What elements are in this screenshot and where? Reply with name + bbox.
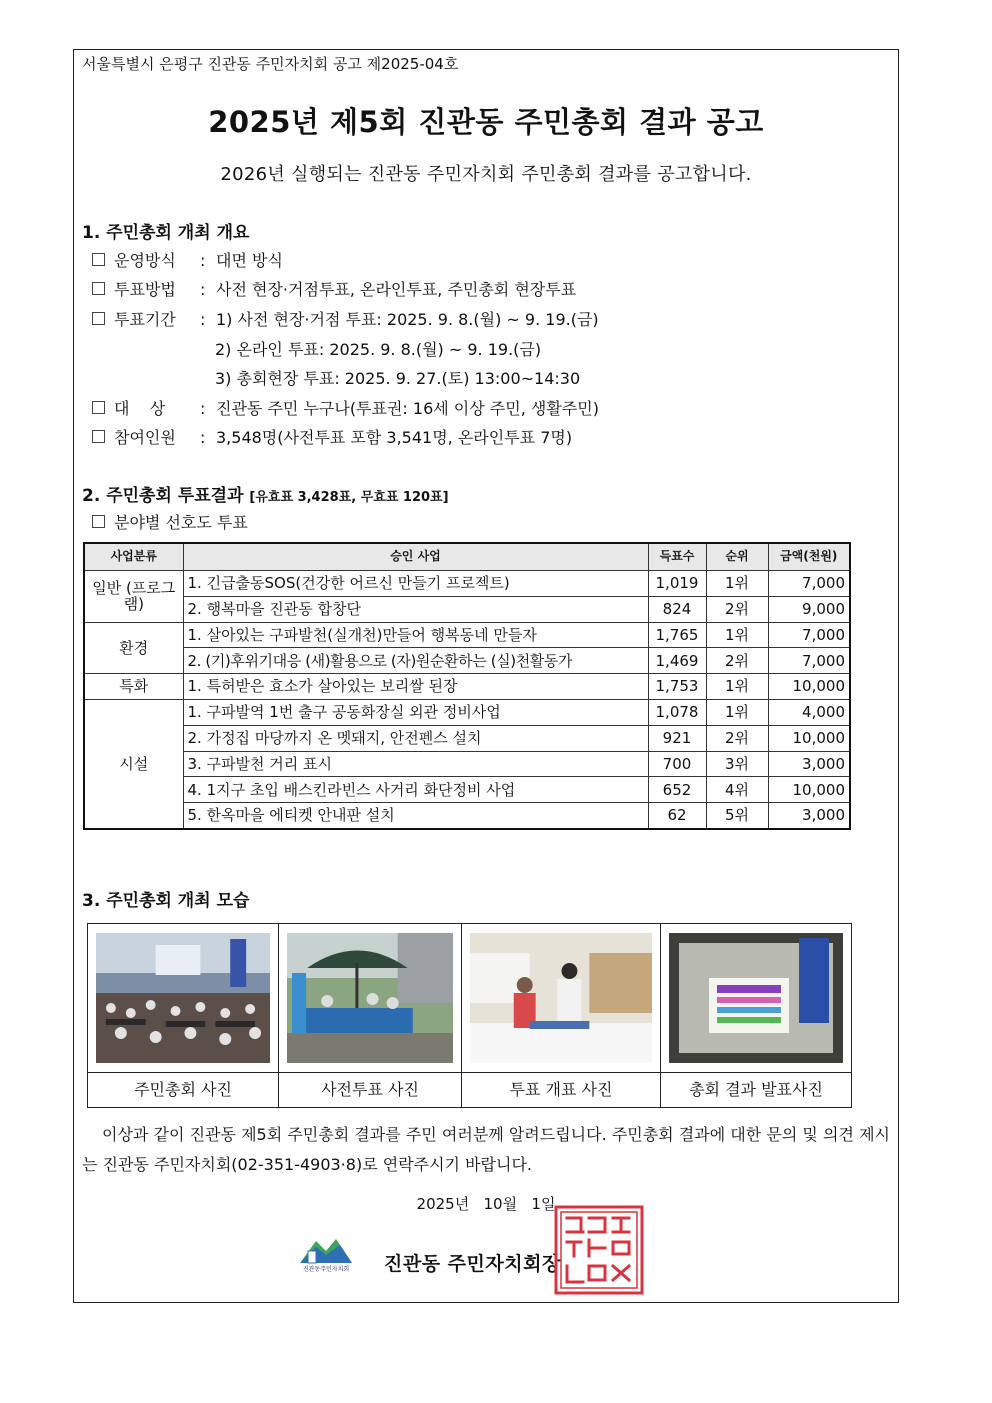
project-name: 1. 구파발역 1번 출구 공동화장실 외관 정비사업 <box>183 699 648 725</box>
project-name: 1. 긴급출동SOS(건강한 어르신 만들기 프로젝트) <box>183 571 648 597</box>
category-environment: 환경 <box>84 622 183 674</box>
vote-count: 700 <box>648 751 706 777</box>
category-facilities: 시설 <box>84 699 183 828</box>
logo-text: 진관동주민자치회 <box>302 1266 350 1273</box>
header-rank: 순위 <box>706 543 768 571</box>
table-row <box>84 596 850 622</box>
committee-logo-icon <box>296 1233 354 1285</box>
rank: 2위 <box>706 596 768 622</box>
checkbox-icon <box>92 401 105 414</box>
checkbox-icon <box>92 312 105 325</box>
header-category: 사업분류 <box>84 543 183 571</box>
project-name: 5. 한옥마을 에티켓 안내판 설치 <box>183 803 648 829</box>
amount: 3,000 <box>768 803 850 829</box>
photo-cell-meeting <box>88 924 279 1107</box>
page-subtitle: 2026년 실행되는 진관동 주민자치회 주민총회 결과를 공고합니다. <box>220 164 752 185</box>
valid-votes-note: [유효표 3,428표, 무효표 120표] <box>249 490 449 505</box>
amount: 9,000 <box>768 596 850 622</box>
vote-count: 1,753 <box>648 674 706 700</box>
amount: 4,000 <box>768 699 850 725</box>
period-onsite: 3) 총회현장 투표: 2025. 9. 27.(토) 13:00~14:30 <box>215 369 581 388</box>
overview-label: 대 상 <box>114 399 166 418</box>
overview-item-participants <box>92 425 572 448</box>
amount: 10,000 <box>768 777 850 803</box>
checkbox-icon <box>92 253 105 266</box>
table-row <box>84 622 850 648</box>
vote-count: 652 <box>648 777 706 803</box>
overview-item-voting-period <box>92 307 599 330</box>
period-online: 2) 온라인 투표: 2025. 9. 8.(월) ~ 9. 19.(금) <box>215 340 542 359</box>
table-row <box>84 803 850 829</box>
photo-grid <box>87 923 852 1108</box>
rank: 1위 <box>706 571 768 597</box>
project-name: 1. 특허받은 효소가 살아있는 보리쌀 된장 <box>183 674 648 700</box>
results-presentation-photo-icon <box>669 933 843 1063</box>
rank: 4위 <box>706 777 768 803</box>
rank: 5위 <box>706 803 768 829</box>
separator: : <box>200 310 206 329</box>
vote-count: 1,765 <box>648 622 706 648</box>
rank: 3위 <box>706 751 768 777</box>
photo-caption: 사전투표 사진 <box>279 1072 461 1107</box>
vote-count: 921 <box>648 725 706 751</box>
amount: 3,000 <box>768 751 850 777</box>
category-general: 일반 (프로그램) <box>84 571 183 623</box>
header-votes: 득표수 <box>648 543 706 571</box>
rank: 2위 <box>706 725 768 751</box>
overview-item-voting-method <box>92 277 576 300</box>
header-amount: 금액(천원) <box>768 543 850 571</box>
project-name: 2. (기)후위기대응 (새)활용으로 (자)원순환하는 (실)천활동가 <box>183 648 648 674</box>
table-row <box>84 777 850 803</box>
table-row <box>84 699 850 725</box>
subheading-text: 분야별 선호도 투표 <box>114 513 248 532</box>
issue-date: 2025년 10월 1일 <box>416 1195 556 1213</box>
section3-heading: 3. 주민총회 개최 모습 <box>82 891 250 911</box>
project-name: 1. 살아있는 구파발천(실개천)만들어 행복동네 만들자 <box>183 622 648 648</box>
table-row <box>84 648 850 674</box>
notice-number: 서울특별시 은평구 진관동 주민자치회 공고 제2025-04호 <box>82 55 459 73</box>
overview-item-method <box>92 248 283 271</box>
vote-count: 1,469 <box>648 648 706 674</box>
checkbox-icon <box>92 282 105 295</box>
separator: : <box>200 399 206 418</box>
preference-vote-subheading <box>92 510 248 533</box>
checkbox-icon <box>92 430 105 443</box>
overview-value: 진관동 주민 누구나(투표권: 16세 이상 주민, 생활주민) <box>216 399 599 418</box>
amount: 7,000 <box>768 622 850 648</box>
photo-caption: 주민총회 사진 <box>88 1072 278 1107</box>
section1-heading: 1. 주민총회 개최 개요 <box>82 223 250 243</box>
vote-count: 824 <box>648 596 706 622</box>
header-project: 승인 사업 <box>183 543 648 571</box>
amount: 10,000 <box>768 725 850 751</box>
page-title: 2025년 제5회 진관동 주민총회 결과 공고 <box>208 105 764 139</box>
signature: 진관동 주민자치회장 <box>384 1253 561 1275</box>
overview-value: 대면 방식 <box>216 251 283 270</box>
amount: 7,000 <box>768 648 850 674</box>
overview-value: 1) 사전 현장·거점 투표: 2025. 9. 8.(월) ~ 9. 19.(금) <box>216 310 599 329</box>
overview-label: 투표방법 <box>114 280 176 299</box>
vote-count: 1,078 <box>648 699 706 725</box>
rank: 1위 <box>706 699 768 725</box>
vote-count: 62 <box>648 803 706 829</box>
amount: 7,000 <box>768 571 850 597</box>
overview-label: 투표기간 <box>114 310 176 329</box>
project-name: 3. 구파발천 거리 표시 <box>183 751 648 777</box>
project-name: 2. 가정집 마당까지 온 멧돼지, 안전펜스 설치 <box>183 725 648 751</box>
table-row <box>84 751 850 777</box>
results-table <box>83 542 851 830</box>
rank: 2위 <box>706 648 768 674</box>
checkbox-icon <box>92 515 105 528</box>
separator: : <box>200 280 206 299</box>
overview-item-target <box>92 396 599 419</box>
overview-label: 운영방식 <box>114 251 176 270</box>
photo-cell-results-presentation <box>661 924 851 1107</box>
separator: : <box>200 251 206 270</box>
rank: 1위 <box>706 622 768 648</box>
photo-cell-vote-counting <box>462 924 661 1107</box>
photo-cell-early-voting <box>279 924 462 1107</box>
table-row <box>84 571 850 597</box>
photo-caption: 투표 개표 사진 <box>462 1072 660 1107</box>
official-seal-icon <box>553 1204 645 1296</box>
rank: 1위 <box>706 674 768 700</box>
closing-paragraph: 이상과 같이 진관동 제5회 주민총회 결과를 주민 여러분께 알려드립니다. 주민총회 결과에 대한 문의 및 의견 제시는 진관동 주민자치회(02-351-4903·8)로 연락주시기 바랍니다. <box>82 1125 890 1174</box>
section2-heading-text: 2. 주민총회 투표결과 <box>82 486 244 506</box>
table-row <box>84 725 850 751</box>
meeting-hall-photo-icon <box>96 933 270 1063</box>
photo-caption: 총회 결과 발표사진 <box>661 1072 851 1107</box>
separator: : <box>200 428 206 447</box>
project-name: 4. 1지구 초입 배스킨라빈스 사거리 화단정비 사업 <box>183 777 648 803</box>
amount: 10,000 <box>768 674 850 700</box>
overview-value: 3,548명(사전투표 포함 3,541명, 온라인투표 7명) <box>216 428 573 447</box>
overview-label: 참여인원 <box>114 428 176 447</box>
outdoor-voting-booth-photo-icon <box>287 933 453 1063</box>
project-name: 2. 행복마을 진관동 합창단 <box>183 596 648 622</box>
overview-value: 사전 현장·거점투표, 온라인투표, 주민총회 현장투표 <box>216 280 577 299</box>
category-special: 특화 <box>84 674 183 700</box>
vote-counting-photo-icon <box>470 933 652 1063</box>
table-header-row <box>84 543 850 571</box>
section2-heading <box>82 481 449 506</box>
table-row <box>84 674 850 700</box>
vote-count: 1,019 <box>648 571 706 597</box>
